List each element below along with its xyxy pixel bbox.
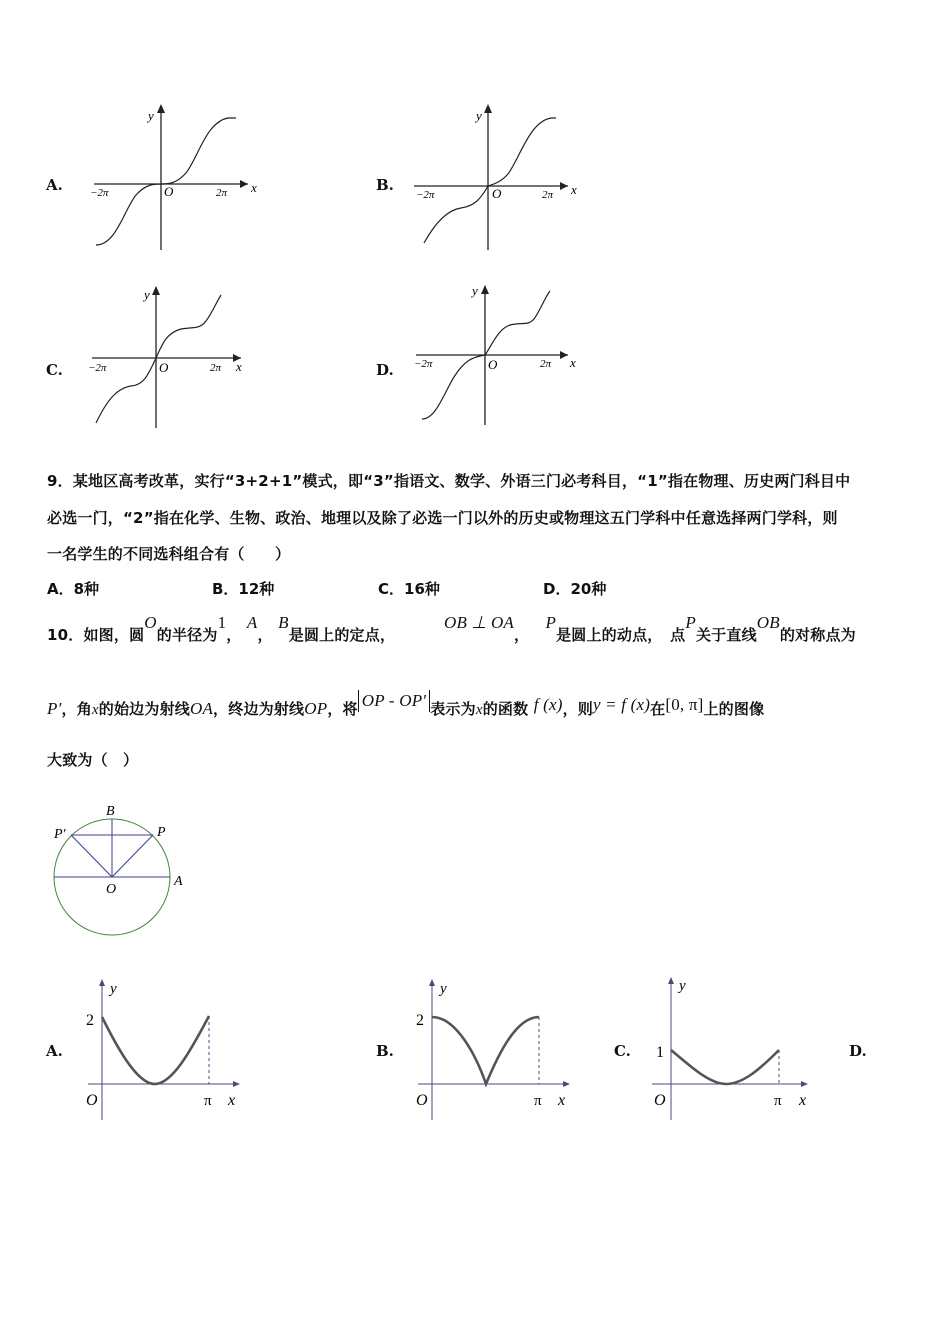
- text: ，则: [562, 700, 593, 718]
- graph-b: [406, 975, 596, 1125]
- text: 的函数: [482, 700, 529, 718]
- q8-option-c[interactable]: [46, 283, 306, 433]
- tick-pos-2pi: 2π: [210, 362, 222, 374]
- q9-choice-a[interactable]: A．8种: [47, 580, 100, 598]
- label-O: O: [106, 882, 117, 897]
- axis-y-label: y: [144, 287, 150, 302]
- math-OP: OP: [304, 699, 328, 718]
- axis-x-label: x: [558, 1092, 566, 1109]
- tick-neg-2pi: −2π: [90, 187, 109, 199]
- option-label: C.: [614, 1042, 631, 1060]
- axis-y-label: y: [110, 981, 117, 997]
- math-OB: OB: [756, 613, 780, 632]
- origin-label: O: [492, 186, 502, 201]
- q10-line-2: [47, 691, 765, 720]
- q9-choice-c[interactable]: C．16种: [378, 580, 440, 598]
- math-O: O: [144, 613, 157, 632]
- option-label: B.: [376, 1042, 394, 1060]
- origin-label: O: [654, 1092, 666, 1109]
- math-interval: [0, π]: [665, 695, 704, 714]
- text: ，终边为射线: [213, 700, 305, 718]
- origin-label: O: [488, 357, 498, 372]
- q8-option-b[interactable]: [376, 100, 596, 260]
- x-tick-pi: π: [534, 1093, 542, 1109]
- text: 在: [650, 700, 666, 718]
- label-P: P: [157, 825, 166, 840]
- axis-y-label: y: [476, 108, 482, 123]
- axis-y-label: y: [679, 978, 686, 994]
- math-x: x: [475, 702, 483, 718]
- x-tick-pi: π: [204, 1093, 212, 1109]
- math-abs-expression: OP - OP′: [358, 690, 431, 712]
- q9-line-2: 必选一门，“2”指在化学、生物、政治、地理以及除了必选一门以外的历史或物理这五门学科中任意选择两门学科，则: [47, 509, 838, 527]
- segment-OP-prime: [71, 835, 112, 877]
- axis-x-label: x: [799, 1092, 807, 1109]
- text: 表示为: [430, 700, 476, 718]
- math-y-equals-fx: y = f (x): [592, 695, 651, 714]
- q9-line-3: 一名学生的不同选科组合有（ ）: [47, 545, 291, 563]
- q10-option-d[interactable]: [849, 1042, 889, 1062]
- math-x: x: [91, 702, 99, 718]
- q10-number: 10．如图，圆: [47, 626, 145, 644]
- option-label: D.: [376, 361, 394, 379]
- text: 关于直线: [695, 626, 757, 644]
- tick-pos-2pi: 2π: [542, 189, 554, 201]
- segment-OP: [112, 835, 153, 877]
- q10-option-a[interactable]: [46, 975, 296, 1125]
- math-B: B: [278, 613, 289, 632]
- q8-option-a[interactable]: [46, 100, 306, 260]
- origin-label: O: [159, 360, 169, 375]
- math-fx: f (x): [533, 695, 563, 714]
- tick-neg-2pi: −2π: [88, 362, 107, 374]
- axis-y-label: y: [440, 981, 447, 997]
- label-P-prime: P′: [54, 827, 66, 842]
- graph-a: [76, 975, 296, 1125]
- origin-label: O: [86, 1092, 98, 1109]
- text: ，: [226, 626, 242, 644]
- text: ，: [257, 626, 273, 644]
- axis-x-label: x: [570, 355, 576, 370]
- text: 的始边为射线: [98, 700, 190, 718]
- text: 上的图像: [703, 700, 765, 718]
- graph-a: [86, 100, 306, 260]
- tick-pos-2pi: 2π: [540, 358, 552, 370]
- option-label: B.: [376, 176, 394, 194]
- y-tick-2: 2: [416, 1012, 424, 1029]
- option-label: A.: [46, 1042, 63, 1060]
- math-A: A: [246, 613, 258, 632]
- option-label: D.: [849, 1042, 867, 1060]
- label-A: A: [174, 874, 183, 889]
- y-tick-1: 1: [656, 1044, 664, 1061]
- option-label: C.: [46, 361, 63, 379]
- q10-option-b[interactable]: [376, 975, 596, 1125]
- graph-d: [410, 283, 600, 433]
- q9-line-1: 9．某地区高考改革，实行“3+2+1”模式，即“3”指语文、数学、外语三门必考科目，“1”指在物理、历史两门科目中: [47, 472, 851, 490]
- math-1: 1: [217, 613, 227, 632]
- text: 是圆上的动点， 点: [556, 626, 686, 644]
- axis-x-label: x: [228, 1092, 236, 1109]
- option-label: A.: [46, 176, 63, 194]
- tick-pos-2pi: 2π: [216, 187, 228, 199]
- text: 是圆上的定点，: [288, 626, 396, 644]
- label-B: B: [106, 804, 115, 819]
- origin-label: O: [164, 184, 174, 199]
- text: 的对称点为: [779, 626, 856, 644]
- q9-choice-d[interactable]: D．20种: [543, 580, 607, 598]
- graph-b: [406, 100, 596, 260]
- math-perpendicular: OB ⊥ OA: [443, 613, 514, 632]
- tick-neg-2pi: −2π: [414, 358, 433, 370]
- x-tick-pi: π: [774, 1093, 782, 1109]
- text: ，: [514, 626, 530, 644]
- tick-neg-2pi: −2π: [416, 189, 435, 201]
- axis-x-label: x: [251, 180, 257, 195]
- q9-choice-b[interactable]: B．12种: [212, 580, 275, 598]
- axis-y-label: y: [148, 108, 154, 123]
- axis-y-label: y: [472, 283, 478, 298]
- math-OA: OA: [189, 699, 214, 718]
- origin-label: O: [416, 1092, 428, 1109]
- q10-line-3: 大致为（ ）: [47, 751, 139, 769]
- text: 的半径为: [156, 626, 218, 644]
- text: ，角: [61, 700, 92, 718]
- y-tick-2: 2: [86, 1012, 94, 1029]
- math-P-prime: P′: [47, 699, 62, 718]
- q10-line-1: [47, 613, 856, 645]
- math-P: P: [545, 613, 557, 632]
- text: ，将: [327, 700, 358, 718]
- q10-circle-figure: [46, 800, 196, 940]
- q10-option-c[interactable]: [614, 975, 834, 1125]
- axis-x-label: x: [571, 182, 577, 197]
- axis-x-label: x: [236, 359, 242, 374]
- math-P: P: [685, 613, 696, 632]
- graph-c: [86, 283, 306, 433]
- q8-option-d[interactable]: [376, 283, 596, 433]
- graph-c: [644, 975, 834, 1125]
